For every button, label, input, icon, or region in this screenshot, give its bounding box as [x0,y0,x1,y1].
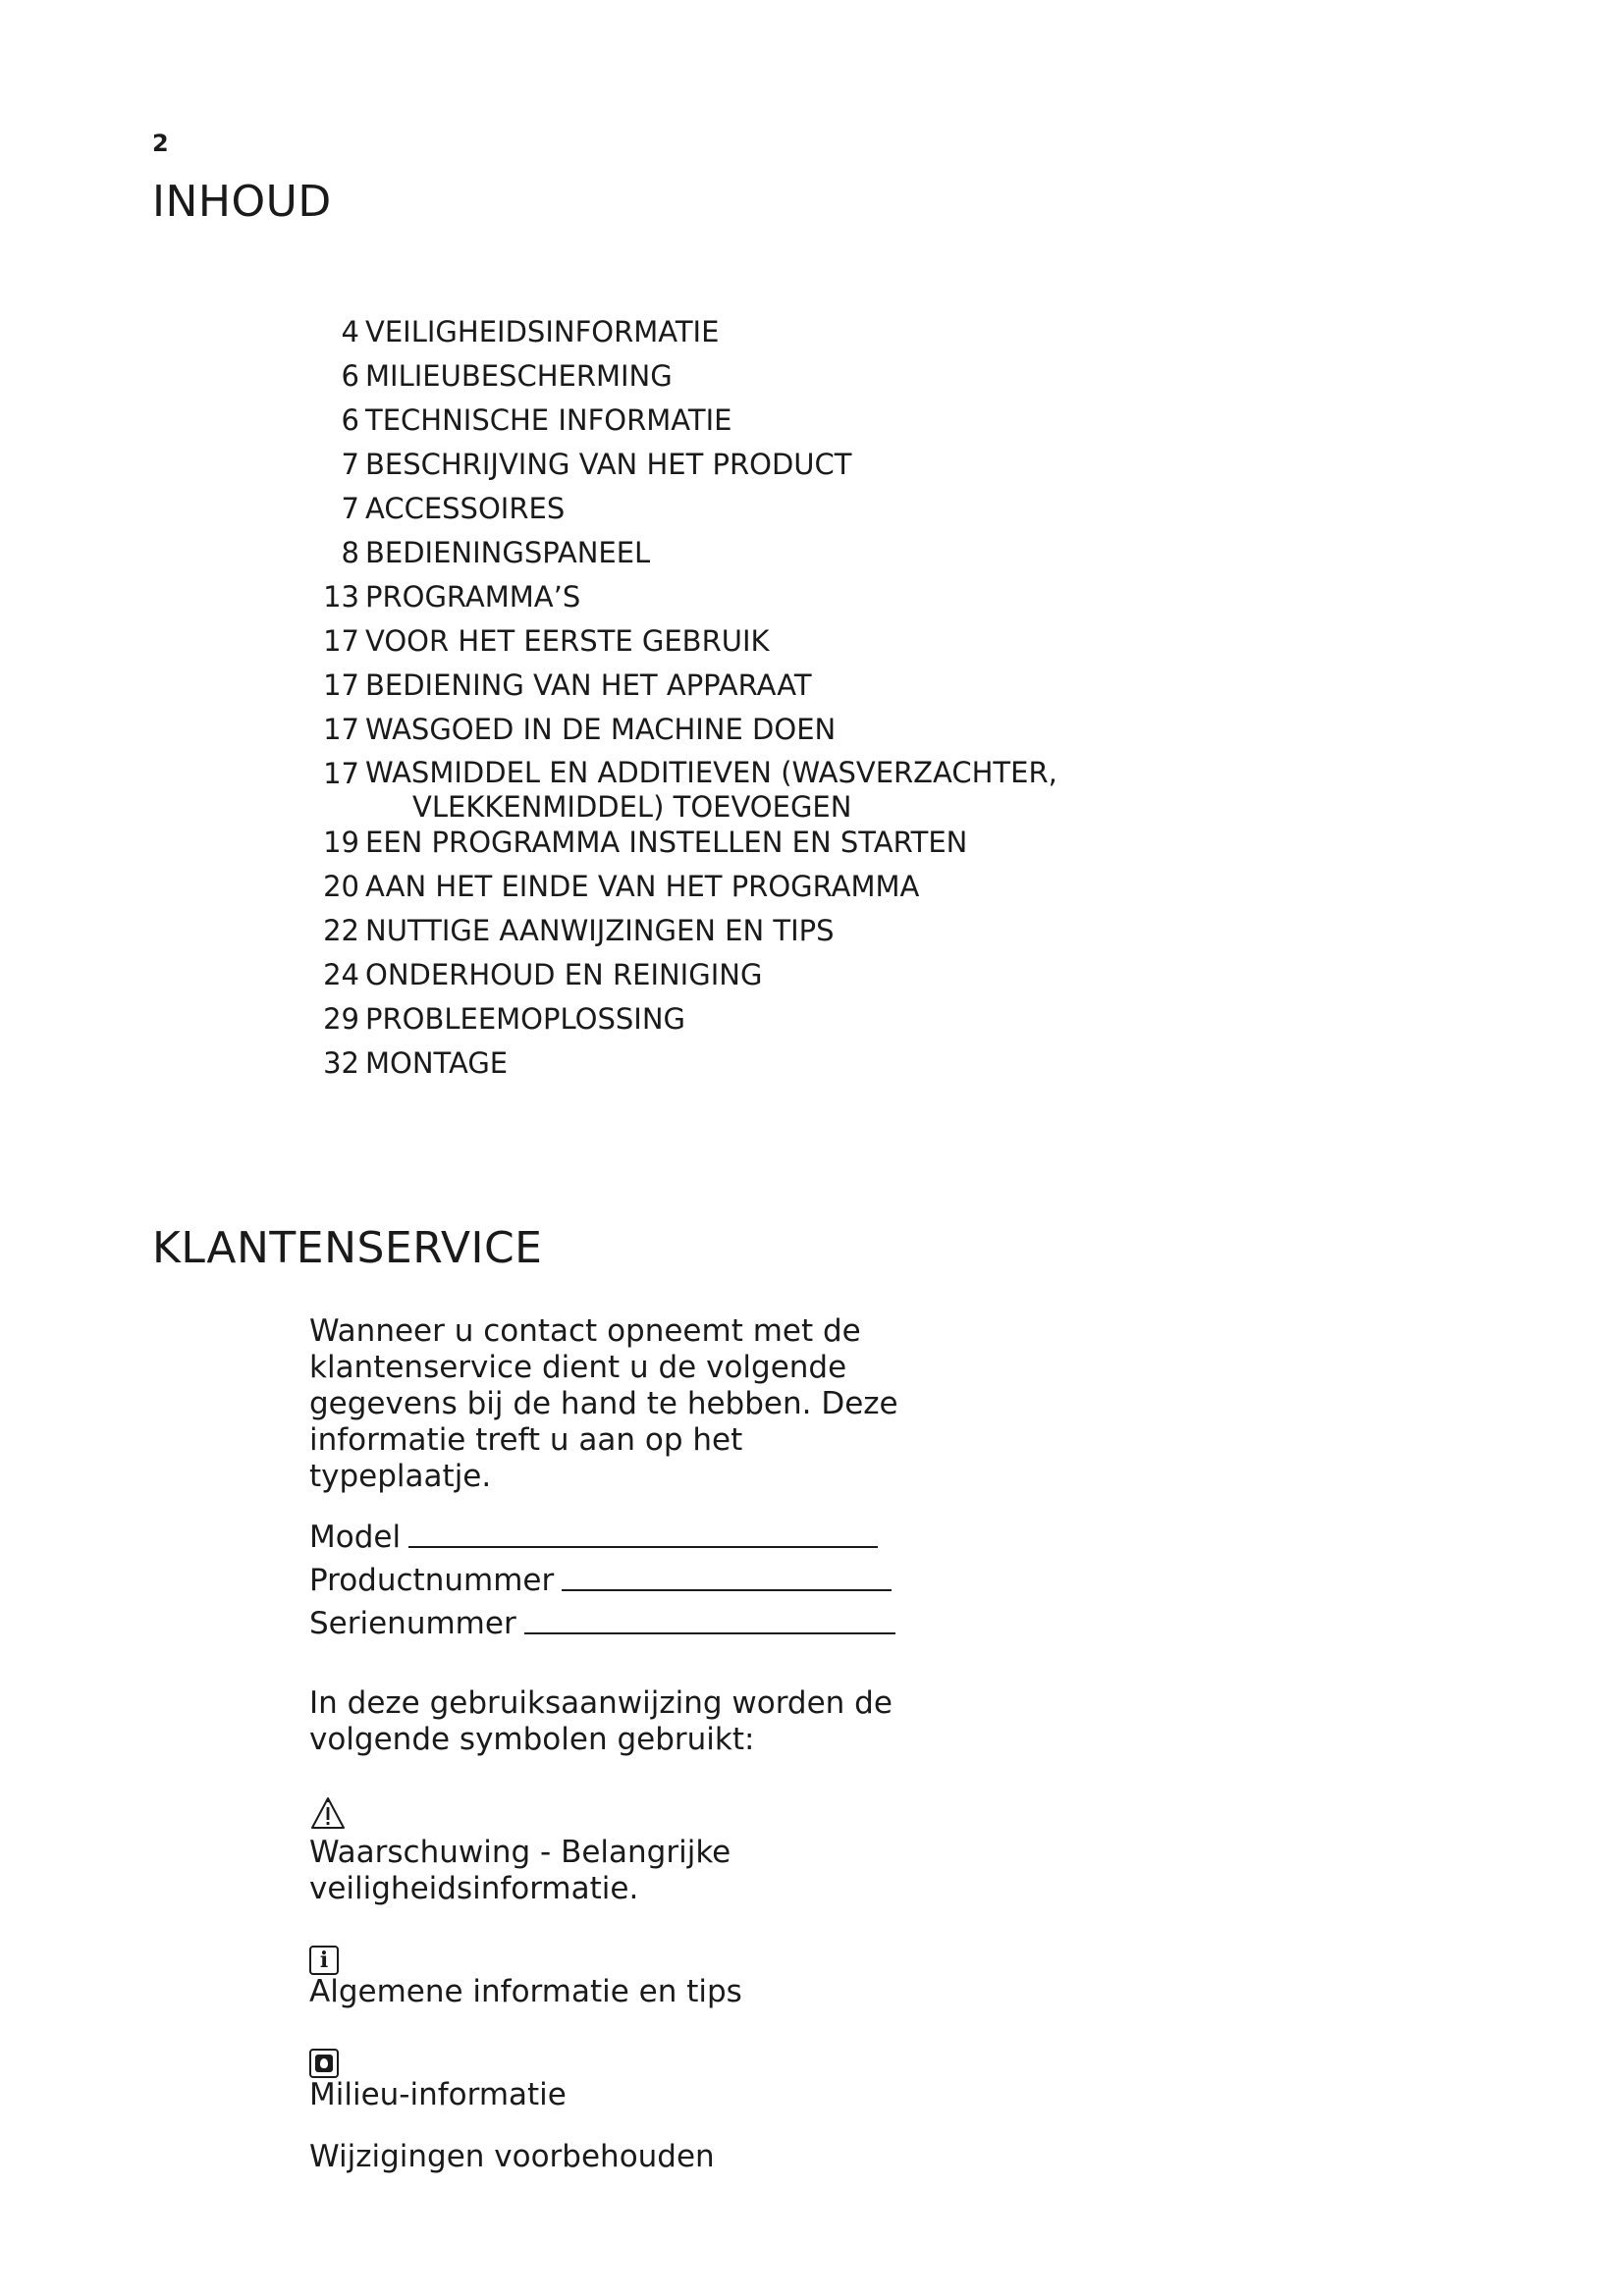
toc-page: 24 [323,958,359,991]
toc-page: 6 [341,359,359,393]
info-icon-glyph: i [319,1948,329,1973]
toc-title [365,756,1198,825]
toc-page: 22 [323,914,359,947]
toc-page: 17 [323,713,359,746]
toc-item [314,957,1198,992]
toc-page: 17 [323,668,359,702]
model-field [309,1513,918,1556]
toc-title: PROGRAMMA’S [365,580,581,614]
toc-item [314,623,1198,659]
toc-title: MONTAGE [365,1046,509,1080]
toc-page: 17 [323,757,359,790]
toc-item [314,1045,1198,1081]
toc-title-line: VLEKKENMIDDEL) TOEVOEGEN [412,790,852,824]
klantenservice-section [309,1313,918,2175]
toc-page: 8 [341,536,359,569]
toc-title: BEDIENINGSPANEEL [365,536,651,569]
info-text: Algemene informatie en tips [309,1974,742,2009]
toc-item [314,402,1198,438]
warning-text: Waarschuwing - Belangrijke veiligheidsinformatie. [309,1835,731,1906]
toc-title: BESCHRIJVING VAN HET PRODUCT [365,448,852,481]
toc-title: NUTTIGE AANWIJZINGEN EN TIPS [365,914,835,947]
toc-page: 19 [323,826,359,859]
info-symbol-block [309,1935,918,2010]
toc-item [314,756,1198,825]
klantenservice-intro: Wanneer u contact opneemt met de klantenservice dient u de volgende gegevens bij de hand te hebben. Deze informatie treft u aan op het typeplaatje. [309,1313,898,1494]
toc-title: VEILIGHEIDSINFORMATIE [365,315,720,348]
productnummer-field [309,1556,918,1599]
toc-item [314,579,1198,614]
toc-page: 29 [323,1002,359,1036]
toc-title: BEDIENING VAN HET APPARAAT [365,668,812,702]
toc-title: EEN PROGRAMMA INSTELLEN EN STARTEN [365,826,968,859]
productnummer-blank-line [562,1589,892,1591]
leaf-icon [309,2049,339,2078]
toc-item [314,1001,1198,1037]
toc-item [314,491,1198,526]
serienummer-label: Serienummer [309,1606,516,1641]
environment-text: Milieu-informatie [309,2077,567,2112]
toc-item [314,358,1198,394]
toc-item [314,447,1198,482]
toc-item [314,314,1198,349]
info-icon [309,1946,339,1975]
warning-symbol-block [309,1795,918,1907]
toc-page: 17 [323,624,359,658]
leaf-icon-shape [315,2055,333,2072]
toc-page: 20 [323,870,359,903]
toc-title: AAN HET EINDE VAN HET PROGRAMMA [365,870,920,903]
model-blank-line [408,1546,878,1548]
toc-item [314,667,1198,703]
toc-title: TECHNISCHE INFORMATIE [365,403,732,437]
symbols-intro: In deze gebruiksaanwijzing worden de volgende symbolen gebruikt: [309,1685,893,1757]
serienummer-field [309,1599,918,1642]
inhoud-heading: INHOUD [152,177,332,227]
toc-title: MILIEUBESCHERMING [365,359,673,393]
toc-page: 7 [341,448,359,481]
serienummer-blank-line [524,1632,895,1634]
toc-page: 32 [323,1046,359,1080]
warning-triangle-icon [309,1795,918,1835]
toc-title: VOOR HET EERSTE GEBRUIK [365,624,770,658]
toc-title: PROBLEEMOPLOSSING [365,1002,685,1036]
productnummer-label: Productnummer [309,1563,555,1598]
toc-item [314,913,1198,948]
model-label: Model [309,1520,402,1555]
klantenservice-heading: KLANTENSERVICE [152,1223,543,1273]
toc-title: ACCESSOIRES [365,492,566,525]
toc-title: ONDERHOUD EN REINIGING [365,958,763,991]
toc-page: 7 [341,492,359,525]
toc-title-line: WASMIDDEL EN ADDITIEVEN (WASVERZACHTER, [365,756,1057,789]
toc-item [314,825,1198,860]
table-of-contents [314,314,1198,1090]
toc-item [314,535,1198,570]
toc-item [314,869,1198,904]
page-number: 2 [152,130,169,157]
toc-item [314,712,1198,747]
toc-page: 13 [323,580,359,614]
toc-title: WASGOED IN DE MACHINE DOEN [365,713,837,746]
toc-page: 6 [341,403,359,437]
environment-symbol-block [309,2038,918,2113]
footer-note: Wijzigingen voorbehouden [309,2139,715,2174]
toc-page: 4 [341,315,359,348]
